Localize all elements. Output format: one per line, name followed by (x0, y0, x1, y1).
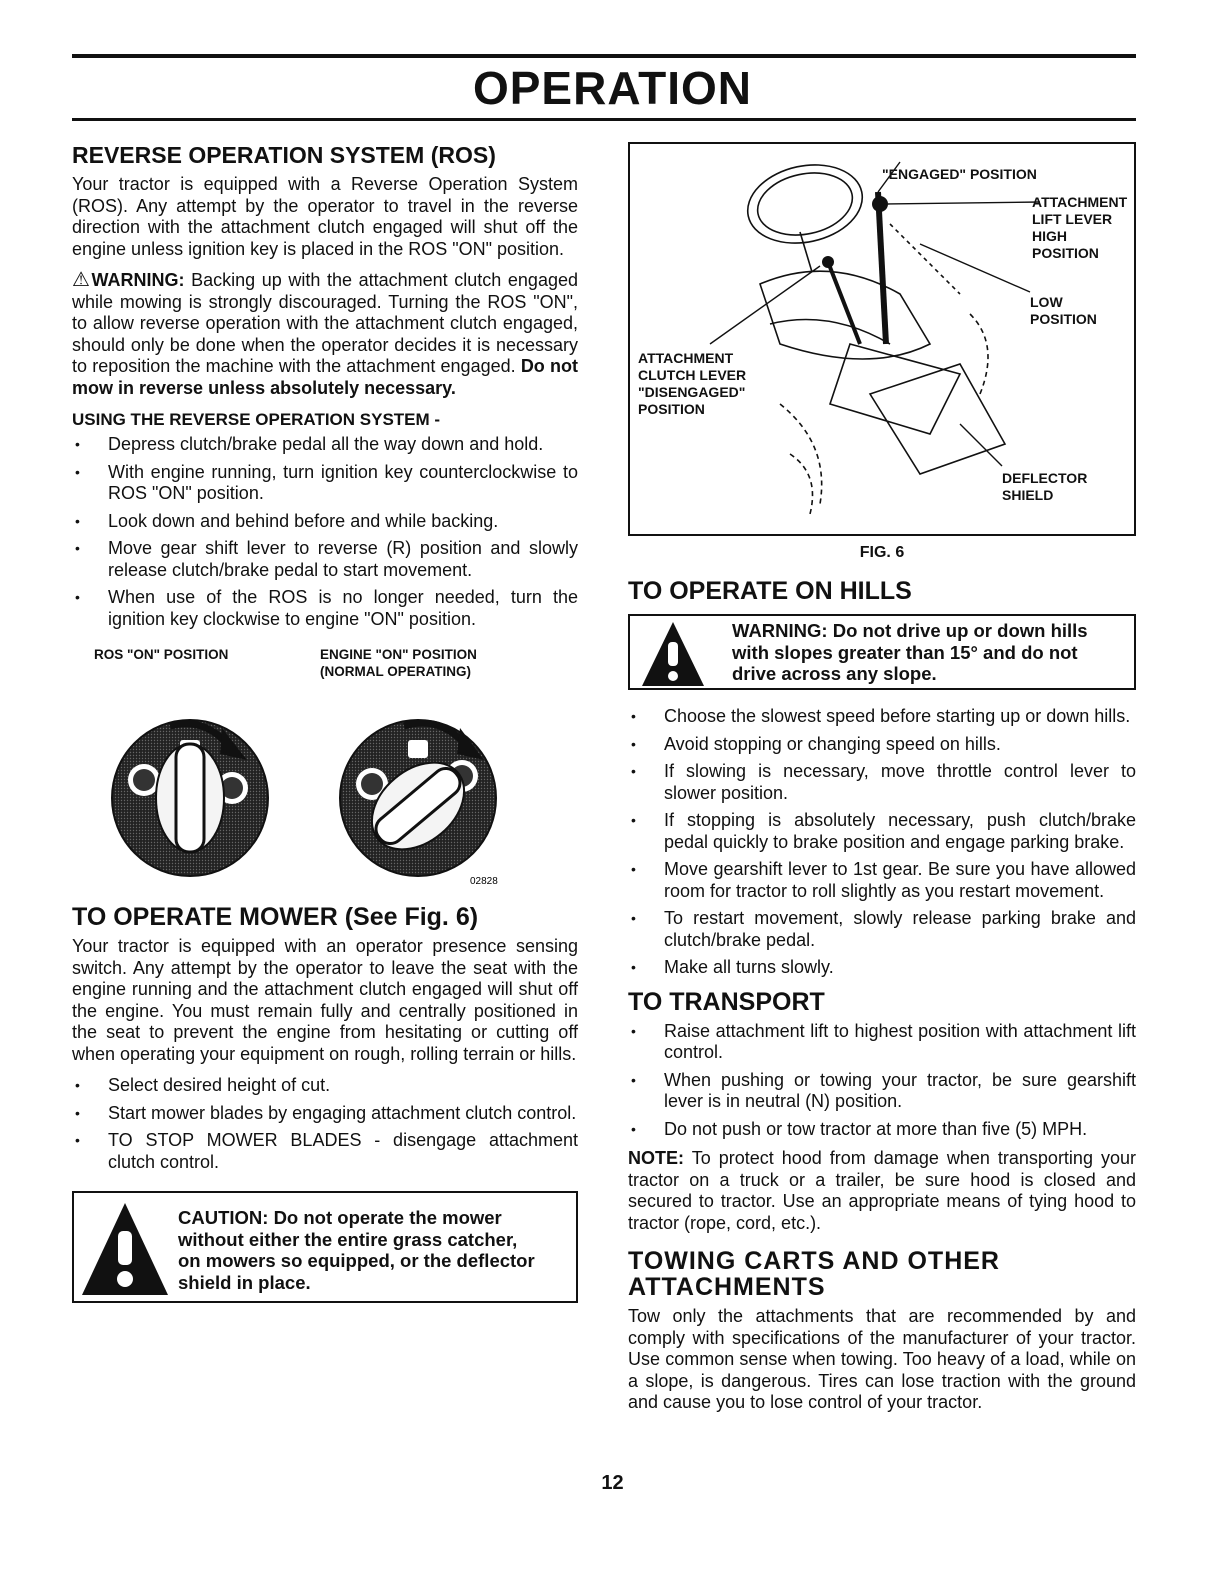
ros-warning (72, 270, 578, 399)
ros-on-label: ROS "ON" POSITION (94, 647, 229, 662)
caution-text: CAUTION: Do not operate the mower without either the entire grass catcher, on mowers so equipped, or the deflector shield in place. (178, 1207, 535, 1293)
list-item: • If stopping is absolutely necessary, push clutch/brake pedal quickly to brake position and engage parking brake. (628, 810, 1136, 853)
list-item: • Move gearshift lever to 1st gear. Be sure you have allowed room for tractor to roll slightly as you restart movement. (628, 859, 1136, 902)
list-item: • Move gear shift lever to reverse (R) position and slowly release clutch/brake pedal to start movement. (72, 538, 578, 581)
towing-text: Tow only the attachments that are recommended by and comply with specifications of the manufacturer of your tractor. Use common sense when towing. Too heavy of a load, while on a slope, is dangerous. Tires can lose traction with the ground and cause you to lose control of your tractor. (628, 1306, 1136, 1412)
list-item: • Start mower blades by engaging attachment clutch control. (72, 1103, 578, 1125)
figure-caption: FIG. 6 (859, 544, 905, 561)
deflector-label-2: SHIELD (1002, 487, 1054, 503)
page-number: 12 (601, 1472, 624, 1494)
ros-using-heading: USING THE REVERSE OPERATION SYSTEM - (72, 410, 441, 429)
list-item: • Depress clutch/brake pedal all the way down and hold. (72, 434, 578, 456)
list-item: • Avoid stopping or changing speed on hills. (628, 734, 1136, 756)
hills-warning-box (628, 614, 1136, 690)
ros-on-dial (112, 720, 268, 876)
engine-on-label: ENGINE "ON" POSITION (320, 647, 477, 662)
caution-triangle-icon (80, 1201, 170, 1297)
note-label: NOTE: (628, 1148, 684, 1168)
deflector-label-1: DEFLECTOR (1002, 470, 1088, 486)
clutch-label-3: "DISENGAGED" (638, 384, 746, 400)
ignition-dials-illustration (72, 688, 578, 898)
ros-heading: REVERSE OPERATION SYSTEM (ROS) (72, 142, 496, 168)
lift-lever-label-1: ATTACHMENT (1032, 194, 1128, 210)
mower-steps (72, 1075, 578, 1173)
list-item: • Do not push or tow tractor at more than five (5) MPH. (628, 1119, 1136, 1141)
transport-steps (628, 1021, 1136, 1141)
lift-lever-label-2: LIFT LEVER (1032, 211, 1113, 227)
list-item: • When use of the ROS is no longer needed, turn the ignition key clockwise to engine "ON" position. (72, 587, 578, 630)
caution-box (72, 1191, 578, 1303)
engaged-label: "ENGAGED" POSITION (882, 166, 1037, 182)
hills-warning-text: WARNING: Do not drive up or down hills with slopes greater than 15° and do not drive across any slope. (732, 620, 1088, 684)
low-position-label-1: LOW (1030, 294, 1063, 310)
list-item: • Raise attachment lift to highest position with attachment lift control. (628, 1021, 1136, 1064)
hills-steps (628, 706, 1136, 979)
list-item: • When pushing or towing your tractor, be sure gearshift lever is in neutral (N) position. (628, 1070, 1136, 1113)
list-item: • With engine running, turn ignition key counterclockwise to ROS "ON" position. (72, 462, 578, 505)
clutch-label-1: ATTACHMENT (638, 350, 734, 366)
ignition-dials (72, 688, 578, 898)
warning-triangle-icon (640, 620, 706, 688)
clutch-label-2: CLUTCH LEVER (638, 367, 747, 383)
title-rule (72, 118, 1136, 121)
list-item: • To restart movement, slowly release parking brake and clutch/brake pedal. (628, 908, 1136, 951)
list-item: • Make all turns slowly. (628, 957, 1136, 979)
list-item: • Choose the slowest speed before starting up or down hills. (628, 706, 1136, 728)
dial-labels (72, 646, 578, 688)
clutch-label-4: POSITION (638, 401, 705, 417)
top-rule (72, 54, 1136, 58)
list-item: • TO STOP MOWER BLADES - disengage attachment clutch control. (72, 1130, 578, 1173)
list-item: • If slowing is necessary, move throttle control lever to slower position. (628, 761, 1136, 804)
transport-note (628, 1148, 1136, 1234)
ros-warning-bold: Do not mow in reverse unless absolutely necessary. (72, 356, 578, 398)
low-position-label-2: POSITION (1030, 311, 1097, 327)
normal-operating-label: (NORMAL OPERATING) (320, 664, 471, 679)
left-column (72, 142, 578, 1303)
hills-heading: TO OPERATE ON HILLS (628, 577, 912, 605)
figure-6 (628, 142, 1136, 536)
ros-warning-label: WARNING: (91, 270, 185, 290)
ros-intro: Your tractor is equipped with a Reverse Operation System (ROS). Any attempt by the operator to travel in the reverse direction with the attachment clutch engaged will shut off the engine unless ignition key is placed in the ROS "ON" position. (72, 174, 578, 259)
engine-on-dial (340, 720, 496, 876)
mower-intro: Your tractor is equipped with an operator presence sensing switch. Any attempt by the operator to leave the seat with the engine running and the attachment clutch engaged will shut off the engine. You must remain fully and centrally positioned in the seat to prevent the engine from hesitating or cutting off when operating your equipment on rough, rolling terrain or hills. (72, 936, 578, 1064)
page-title: OPERATION (472, 62, 753, 114)
list-item: • Select desired height of cut. (72, 1075, 578, 1097)
note-text: To protect hood from damage when transporting your tractor on a truck or a trailer, be sure hood is closed and secured to tractor. Use an appropriate means of tying hood to tractor (rope, cord, etc.). (628, 1148, 1136, 1233)
list-item: • Look down and behind before and while backing. (72, 511, 578, 533)
right-column (628, 142, 1136, 1424)
ros-warning-text: Backing up with the attachment clutch engaged while mowing is strongly discouraged. Turning the ROS "ON", to allow reverse operation with the attachment clutch engaged, should only be done when the operator decides it is necessary to reposition the machine with the attachment engaged. (72, 270, 578, 376)
mower-heading: TO OPERATE MOWER (See Fig. 6) (72, 903, 479, 931)
warning-icon: ⚠ (72, 269, 92, 291)
transport-heading: TO TRANSPORT (628, 987, 825, 1016)
towing-heading: TOWING CARTS AND OTHER ATTACHMENTS (628, 1247, 1000, 1301)
lift-lever-label-3: HIGH POSITION (1032, 228, 1099, 261)
dial-code: 02828 (470, 876, 498, 887)
ros-steps (72, 434, 578, 630)
